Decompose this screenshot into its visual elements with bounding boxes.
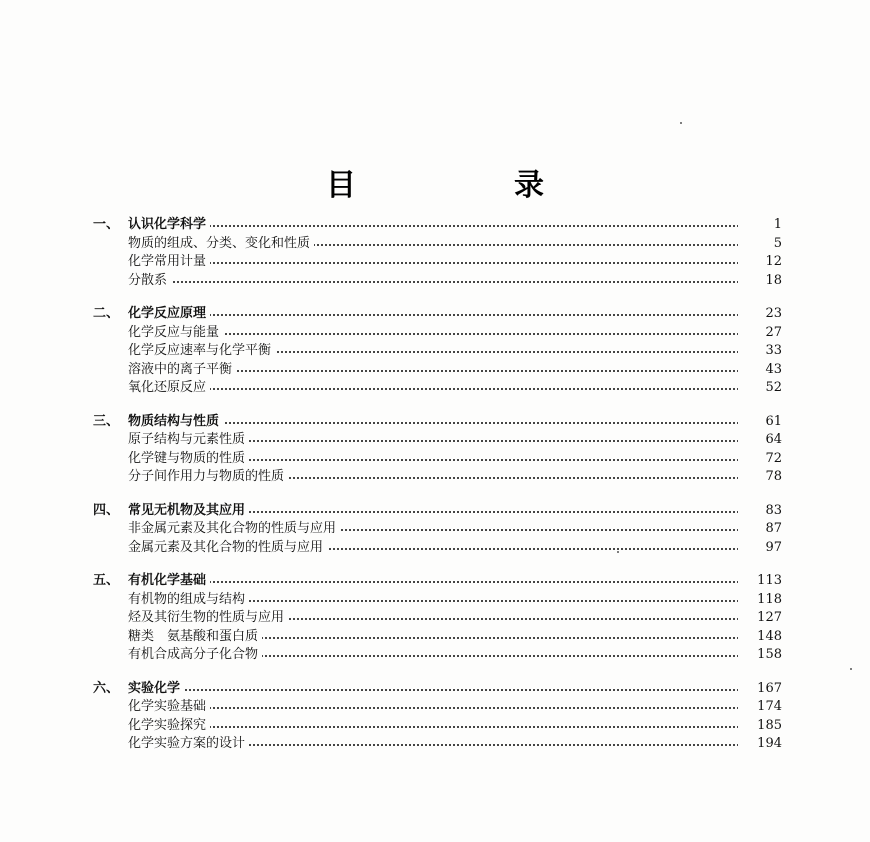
toc-entry[interactable] — [0, 591, 870, 610]
chapter-number: 一、 — [93, 217, 120, 233]
page-number: 78 — [738, 468, 782, 486]
page-number: 1 — [738, 216, 782, 234]
page-title: 目 录 — [326, 168, 608, 203]
page-number: 52 — [738, 379, 782, 397]
page-number: 33 — [738, 342, 782, 360]
toc-entry[interactable] — [0, 468, 870, 487]
toc-entry[interactable] — [0, 324, 870, 343]
chapter-number: 六、 — [93, 680, 120, 696]
page-number: 43 — [738, 361, 782, 379]
page-number: 12 — [738, 253, 782, 271]
toc-chapter[interactable] — [0, 680, 870, 699]
entry-title: 化学常用计量 — [128, 253, 210, 271]
toc-chapter[interactable] — [0, 216, 870, 235]
toc-entry[interactable] — [0, 379, 870, 398]
toc-section — [0, 502, 870, 558]
page-number: 185 — [738, 717, 782, 735]
table-of-contents — [0, 216, 870, 769]
chapter-title: 物质结构与性质 — [128, 413, 223, 431]
page-number: 194 — [738, 735, 782, 753]
toc-entry[interactable] — [0, 628, 870, 647]
entry-title: 化学实验探究 — [128, 717, 210, 735]
page-number: 113 — [738, 572, 782, 590]
scan-speck — [680, 122, 682, 124]
toc-section — [0, 305, 870, 398]
page-number: 87 — [738, 520, 782, 538]
entry-title: 物质的组成、分类、变化和性质 — [128, 235, 314, 253]
dot-leader — [128, 388, 755, 390]
page-number: 5 — [738, 235, 782, 253]
chapter-title: 化学反应原理 — [128, 305, 210, 323]
dot-leader — [128, 225, 755, 227]
toc-section — [0, 680, 870, 754]
chapter-number: 四、 — [93, 502, 120, 518]
entry-title: 非金属元素及其化合物的性质与应用 — [128, 520, 340, 538]
entry-title: 分散系 — [128, 272, 171, 290]
dot-leader — [128, 314, 755, 316]
chapter-number: 五、 — [93, 573, 120, 589]
entry-title: 分子间作用力与物质的性质 — [128, 468, 288, 486]
chapter-title: 常见无机物及其应用 — [128, 502, 249, 520]
entry-title: 糖类 氨基酸和蛋白质 — [128, 628, 262, 646]
entry-title: 有机合成高分子化合物 — [128, 646, 262, 664]
toc-entry[interactable] — [0, 698, 870, 717]
page-number: 61 — [738, 413, 782, 431]
dot-leader — [128, 581, 755, 583]
page-number: 18 — [738, 272, 782, 290]
toc-entry[interactable] — [0, 450, 870, 469]
toc-chapter[interactable] — [0, 502, 870, 521]
dot-leader — [128, 262, 755, 264]
entry-title: 有机物的组成与结构 — [128, 591, 249, 609]
toc-entry[interactable] — [0, 520, 870, 539]
page-number: 118 — [738, 591, 782, 609]
toc-section — [0, 572, 870, 665]
page-number: 167 — [738, 680, 782, 698]
toc-entry[interactable] — [0, 539, 870, 558]
toc-entry[interactable] — [0, 609, 870, 628]
entry-title: 化学实验基础 — [128, 698, 210, 716]
chapter-number: 三、 — [93, 413, 120, 429]
chapter-title: 实验化学 — [128, 680, 184, 698]
page-number: 148 — [738, 628, 782, 646]
entry-title: 化学反应速率与化学平衡 — [128, 342, 275, 360]
page-number: 174 — [738, 698, 782, 716]
toc-entry[interactable] — [0, 272, 870, 291]
dot-leader — [128, 707, 755, 709]
page-number: 72 — [738, 450, 782, 468]
page-number: 97 — [738, 539, 782, 557]
page-number: 127 — [738, 609, 782, 627]
toc-section — [0, 216, 870, 290]
dot-leader — [128, 281, 755, 283]
entry-title: 化学实验方案的设计 — [128, 735, 249, 753]
toc-entry[interactable] — [0, 235, 870, 254]
entry-title: 化学反应与能量 — [128, 324, 223, 342]
dot-leader — [128, 689, 755, 691]
toc-chapter[interactable] — [0, 305, 870, 324]
page-number: 158 — [738, 646, 782, 664]
toc-entry[interactable] — [0, 361, 870, 380]
toc-chapter[interactable] — [0, 572, 870, 591]
toc-entry[interactable] — [0, 646, 870, 665]
page-number: 23 — [738, 305, 782, 323]
toc-entry[interactable] — [0, 735, 870, 754]
toc-section — [0, 413, 870, 487]
toc-entry[interactable] — [0, 342, 870, 361]
toc-entry[interactable] — [0, 253, 870, 272]
chapter-title: 认识化学科学 — [128, 216, 210, 234]
chapter-number: 二、 — [93, 306, 120, 322]
entry-title: 金属元素及其化合物的性质与应用 — [128, 539, 327, 557]
page-number: 27 — [738, 324, 782, 342]
toc-entry[interactable] — [0, 717, 870, 736]
entry-title: 烃及其衍生物的性质与应用 — [128, 609, 288, 627]
chapter-title: 有机化学基础 — [128, 572, 210, 590]
entry-title: 溶液中的离子平衡 — [128, 361, 236, 379]
toc-chapter[interactable] — [0, 413, 870, 432]
entry-title: 氧化还原反应 — [128, 379, 210, 397]
toc-entry[interactable] — [0, 431, 870, 450]
dot-leader — [128, 726, 755, 728]
entry-title: 化学键与物质的性质 — [128, 450, 249, 468]
entry-title: 原子结构与元素性质 — [128, 431, 249, 449]
page-number: 64 — [738, 431, 782, 449]
page-number: 83 — [738, 502, 782, 520]
